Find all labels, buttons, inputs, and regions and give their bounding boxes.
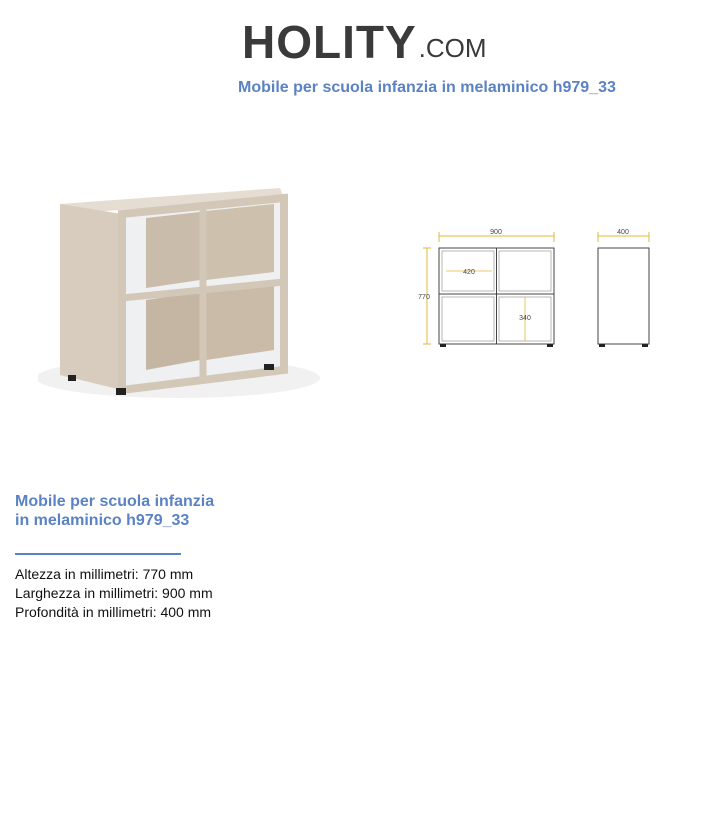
product-specs bbox=[15, 565, 213, 622]
side-view bbox=[598, 229, 649, 347]
front-view bbox=[418, 229, 554, 347]
dim-width-label: 900 bbox=[490, 229, 502, 236]
spec-depth: Profondità in millimetri: 400 mm bbox=[15, 604, 212, 620]
page-title: Mobile per scuola infanzia in melaminico h979_33 bbox=[238, 79, 616, 96]
spec-height: Altezza in millimetri: 770 mm bbox=[15, 566, 194, 582]
product-title: Mobile per scuola infanzia in melaminico h979_33 bbox=[15, 493, 215, 529]
technical-drawing bbox=[414, 222, 664, 352]
logo-domain: .COM bbox=[418, 33, 487, 63]
dim-height-label: 770 bbox=[418, 294, 430, 301]
holity-logo[interactable] bbox=[242, 10, 487, 70]
dim-cell-width-label: 420 bbox=[463, 269, 475, 276]
logo-wordmark: HOLITY bbox=[242, 16, 417, 68]
product-image bbox=[38, 180, 323, 405]
dim-depth-label: 400 bbox=[617, 229, 629, 236]
title-divider bbox=[15, 553, 181, 555]
dim-cell-height-label: 340 bbox=[519, 315, 531, 322]
spec-width: Larghezza in millimetri: 900 mm bbox=[15, 585, 213, 601]
